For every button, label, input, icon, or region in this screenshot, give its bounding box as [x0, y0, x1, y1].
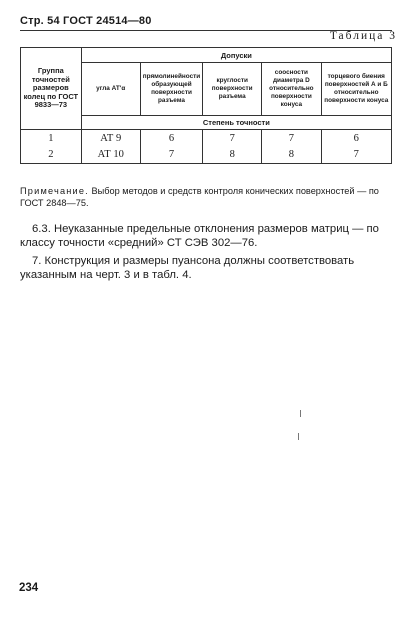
table-caption: Таблица 3	[329, 30, 397, 42]
cell-angle: АТ 9	[81, 130, 140, 147]
scan-speck	[300, 410, 301, 417]
cell-runout: 6	[321, 130, 392, 147]
degree-header: Степень точности	[81, 116, 391, 130]
cell-straightness: 7	[140, 147, 202, 164]
page-header: Стр. 54 ГОСТ 24514—80	[20, 15, 152, 27]
cell-roundness: 8	[203, 147, 262, 164]
tolerances-header: Допуски	[81, 48, 391, 63]
column-header-runout: торцевого биения поверхностей А и Б относительно поверхности конуса	[321, 63, 392, 116]
column-header-coaxiality: соосности диаметра D относительно поверхности конуса	[262, 63, 321, 116]
cell-angle: АТ 10	[81, 147, 140, 164]
cell-roundness: 7	[203, 130, 262, 147]
cell-coaxiality: 8	[262, 147, 321, 164]
cell-straightness: 6	[140, 130, 202, 147]
table-note	[20, 185, 392, 209]
cell-runout: 7	[321, 147, 392, 164]
table-row	[21, 147, 392, 164]
paragraph-7: 7. Конструкция и размеры пуансона должны соответствовать указанным на черт. 3 и в табл. 4.	[20, 255, 355, 281]
column-header-angle: угла АТ'α	[81, 63, 140, 116]
table-row	[21, 130, 392, 147]
note-text: Выбор методов и средств контроля конических поверхностей — по ГОСТ 2848—75.	[20, 186, 379, 208]
column-header-straightness: прямолинейности образующей поверхности разъема	[140, 63, 202, 116]
cell-coaxiality: 7	[262, 130, 321, 147]
group-header: Группа точностей размеров колец по ГОСТ 9833—73	[21, 48, 82, 130]
note-lead: Примечание.	[20, 186, 89, 196]
tolerance-table	[20, 47, 392, 164]
column-header-roundness: круглости поверхности разъема	[203, 63, 262, 116]
paragraph-6-3: 6.3. Неуказанные предельные отклонения размеров матриц — по классу точности «средний» СТ СЭВ 302—76.	[20, 223, 379, 249]
page-number: 234	[19, 582, 39, 594]
cell-group: 2	[21, 147, 82, 164]
scan-speck	[298, 433, 299, 440]
cell-group: 1	[21, 130, 82, 147]
